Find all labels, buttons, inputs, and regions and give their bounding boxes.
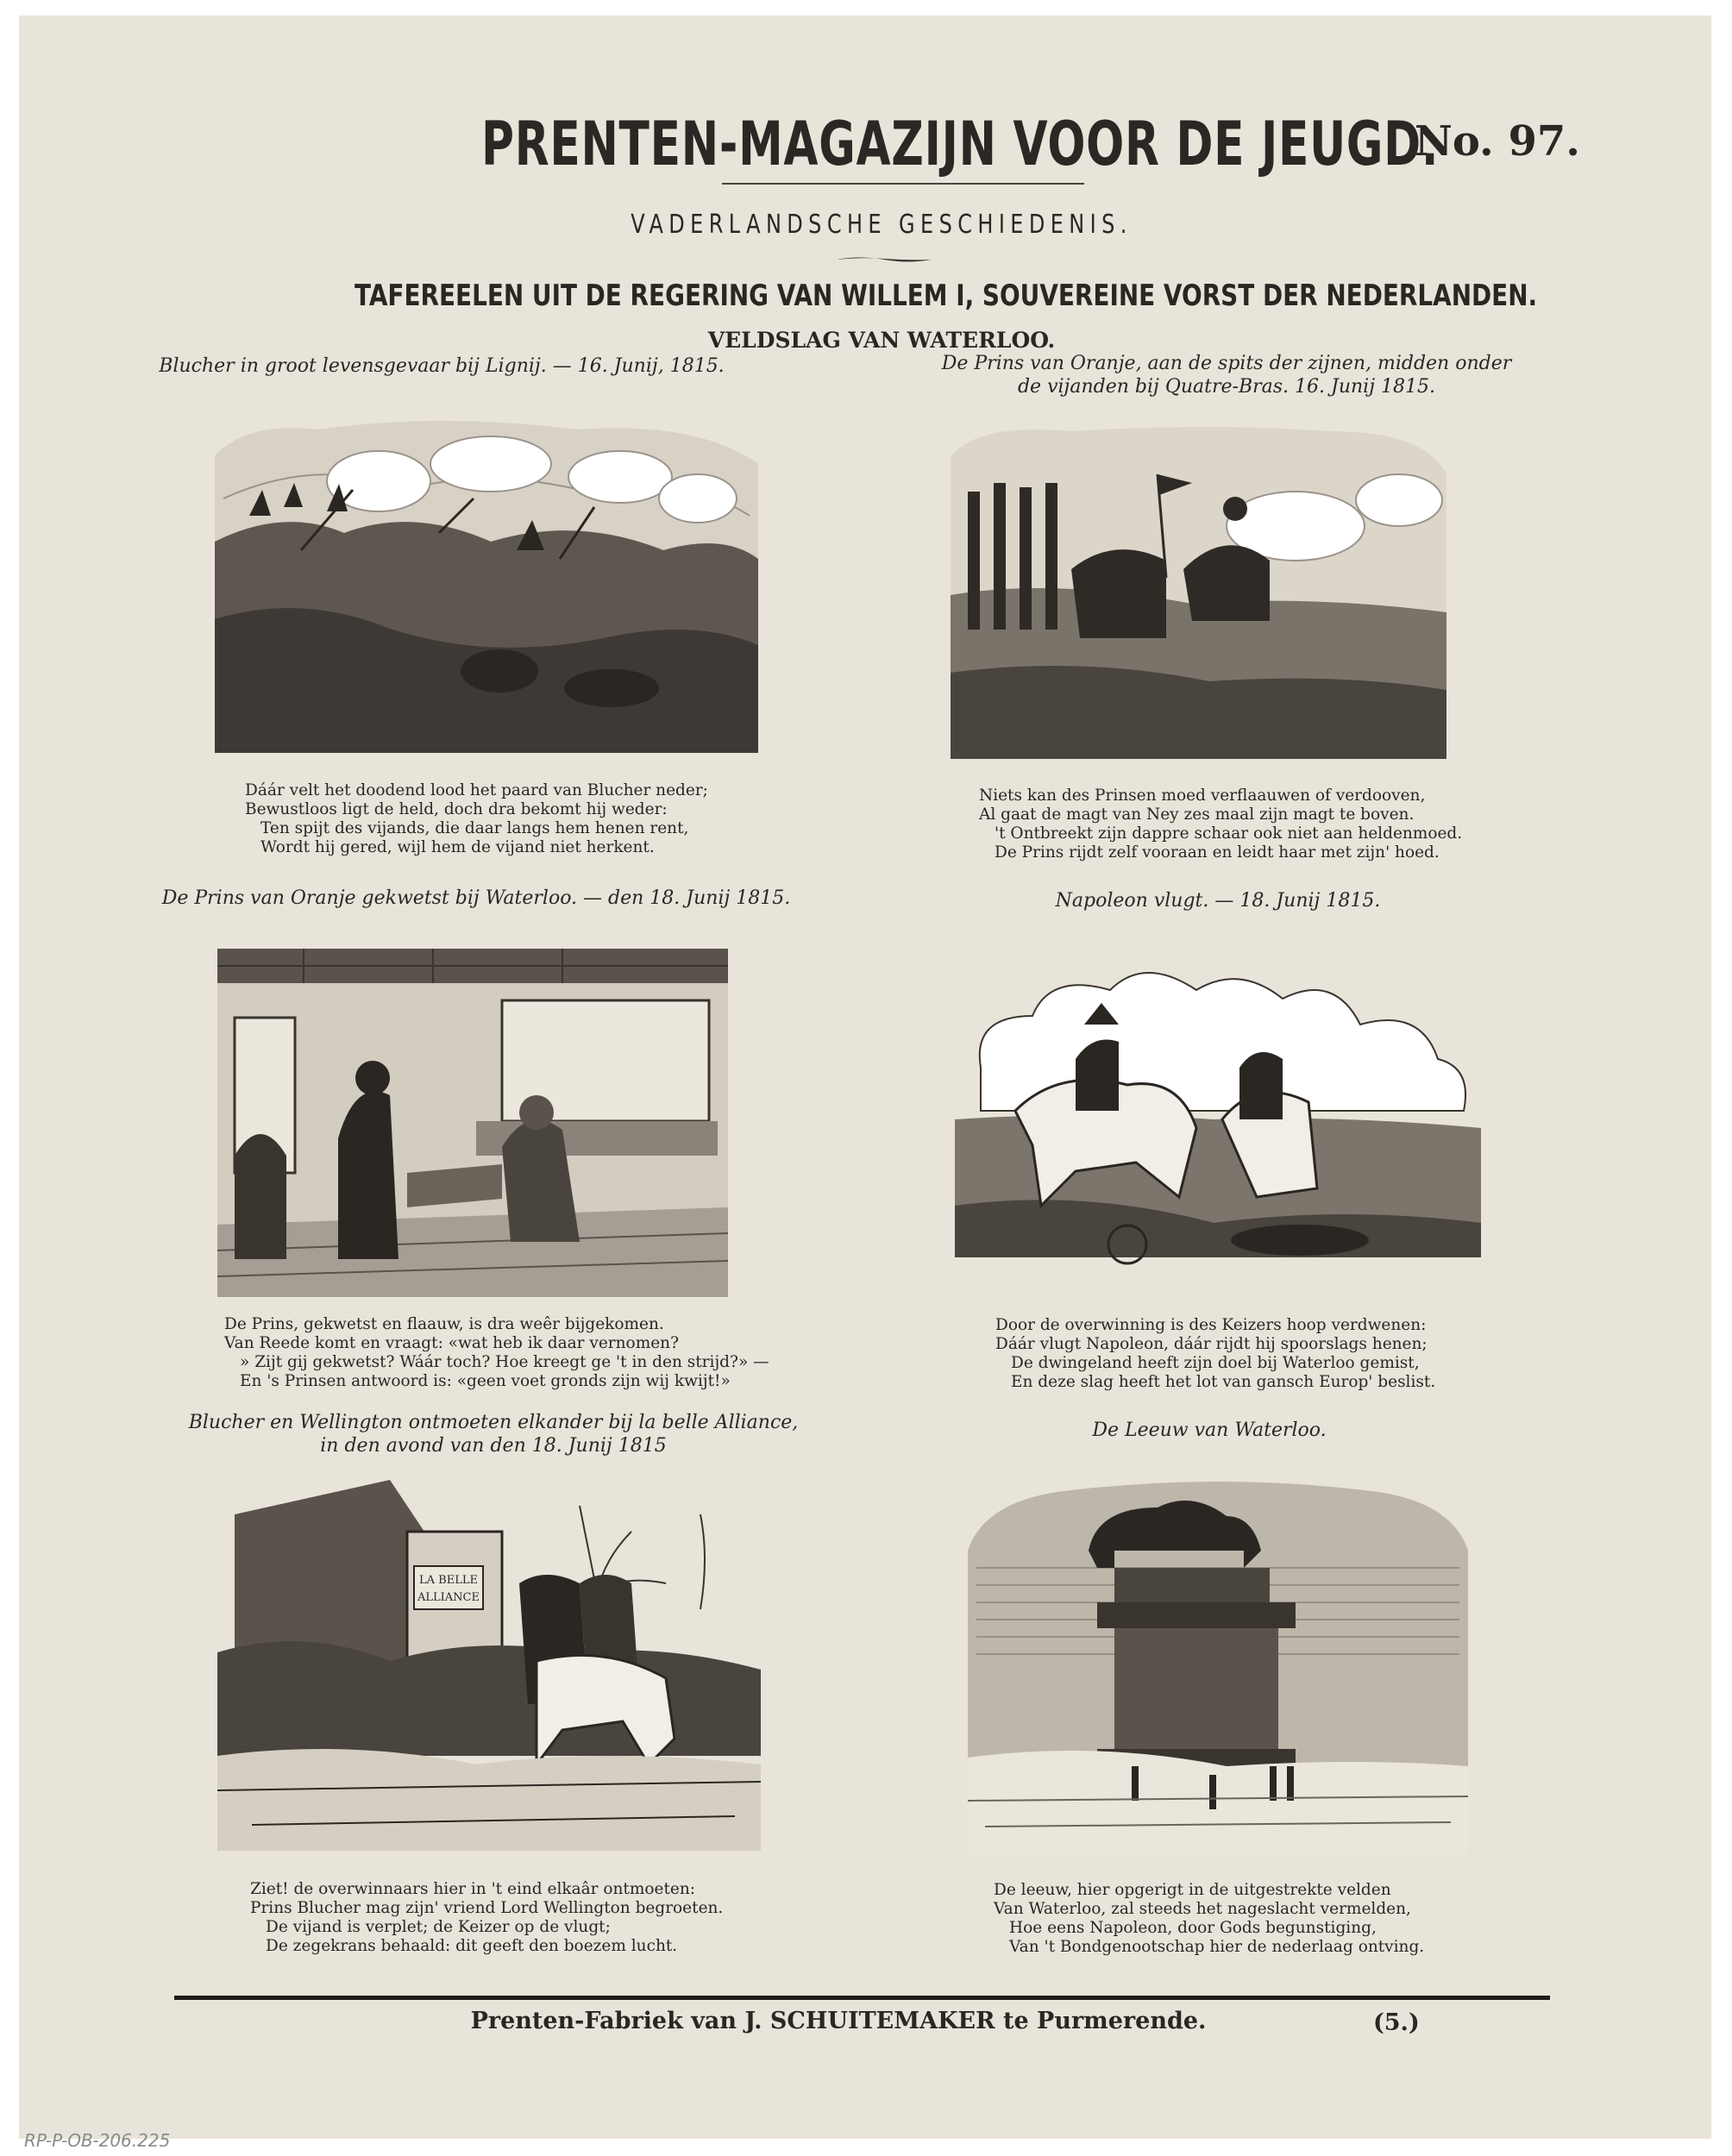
page-title: PRENTEN-MAGAZIJN VOOR DE JEUGD. <box>481 109 1440 179</box>
panel-3-verse: De Prins, gekwetst en flaauw, is dra weêr bijgekomen. Van Reede komt en vraagt: «wat heb ik daar vernomen? » Zijt gij gekwetst? Wáár toch? Hoe kreegt ge 't in den strijd?» — En 's Prinsen antwoord is: «geen voet gronds zijn wij kwijt!» <box>224 1315 769 1390</box>
print-sheet <box>19 16 1711 2139</box>
panel-1-illustration <box>215 404 758 753</box>
panel-4-caption: Napoleon vlugt. — 18. Junij 1815. <box>1055 890 1381 912</box>
panel-3-illustration <box>217 949 728 1297</box>
panel-4-illustration <box>955 947 1481 1292</box>
panel-2-verse: Niets kan des Prinsen moed verflaauwen of verdooven, Al gaat de magt van Ney zes maal zijn magt te boven. 't Ontbreekt zijn dappre schaar ook niet aan heldenmoed. De Prins rijdt zelf vooraan en leidt haar met zijn' hoed. <box>979 787 1463 862</box>
panel-1-verse: Dáár velt het doodend lood het paard van Blucher neder; Bewustloos ligt de held, doch dra bekomt hij weder: Ten spijt des vijands, die daar langs hem henen rent, Wordt hij gered, wijl hem de vijand niet herkent. <box>245 781 708 856</box>
panel-6-verse: De leeuw, hier opgerigt in de uitgestrekte velden Van Waterloo, zal steeds het nageslacht vermelden, Hoe eens Napoleon, door Gods begunstiging, Van 't Bondgenootschap hier de nederlaag ontving. <box>994 1881 1425 1956</box>
panel-6-illustration <box>968 1473 1468 1855</box>
footer-rule <box>174 1996 1550 2000</box>
sign-line-2: ALLIANCE <box>417 1591 480 1604</box>
inventory-mark: RP-P-OB-206.225 <box>24 2130 171 2151</box>
panel-2-caption: De Prins van Oranje, aan de spits der zijnen, midden onder de vijanden bij Quatre-Bras. 16. Junij 1815. <box>941 353 1512 398</box>
panel-5-verse: Ziet! de overwinnaars hier in 't eind elkaâr ontmoeten: Prins Blucher mag zijn' vriend Lord Wellington begroeten. De vijand is verplet; de Keizer op de vlugt; De zegekrans behaald: dit geeft den boezem lucht. <box>250 1880 724 1955</box>
panel-4-verse: Door de overwinning is des Keizers hoop verdwenen: Dáár vlugt Napoleon, dáár rijdt hij spoorslags henen; De dwingeland heeft zijn doel bij Waterloo gemist, En deze slag heeft het lot van gansch Europ' beslist. <box>995 1316 1436 1391</box>
panel-2-illustration <box>951 423 1446 759</box>
panel-5-illustration <box>217 1480 761 1851</box>
title-underline <box>722 183 1084 185</box>
panel-5-caption: Blucher en Wellington ontmoeten elkander bij la belle Alliance, in den avond van den 18. Junij 1815 <box>188 1412 799 1457</box>
panel-3-caption: De Prins van Oranje gekwetst bij Waterloo. — den 18. Junij 1815. <box>161 887 791 909</box>
page-number: (5.) <box>1373 2009 1420 2036</box>
panel-6-caption: De Leeuw van Waterloo. <box>1092 1420 1327 1441</box>
section-heading: TAFEREELEN UIT DE REGERING VAN WILLEM I, SOUVEREINE VORST DER NEDERLANDEN. <box>355 279 1538 313</box>
issue-number: No. 97. <box>1415 117 1580 166</box>
panel-1-caption: Blucher in groot levensgevaar bij Lignij. — 16. Junij, 1815. <box>159 355 725 377</box>
publisher-imprint: Prenten-Fabriek van J. SCHUITEMAKER te Purmerende. <box>470 2008 1207 2034</box>
ornament-divider <box>837 255 932 264</box>
subtitle: VADERLANDSCHE GESCHIEDENIS. <box>631 210 1133 240</box>
sign-line-1: LA BELLE <box>419 1574 478 1587</box>
battle-heading: VELDSLAG VAN WATERLOO. <box>707 328 1056 353</box>
